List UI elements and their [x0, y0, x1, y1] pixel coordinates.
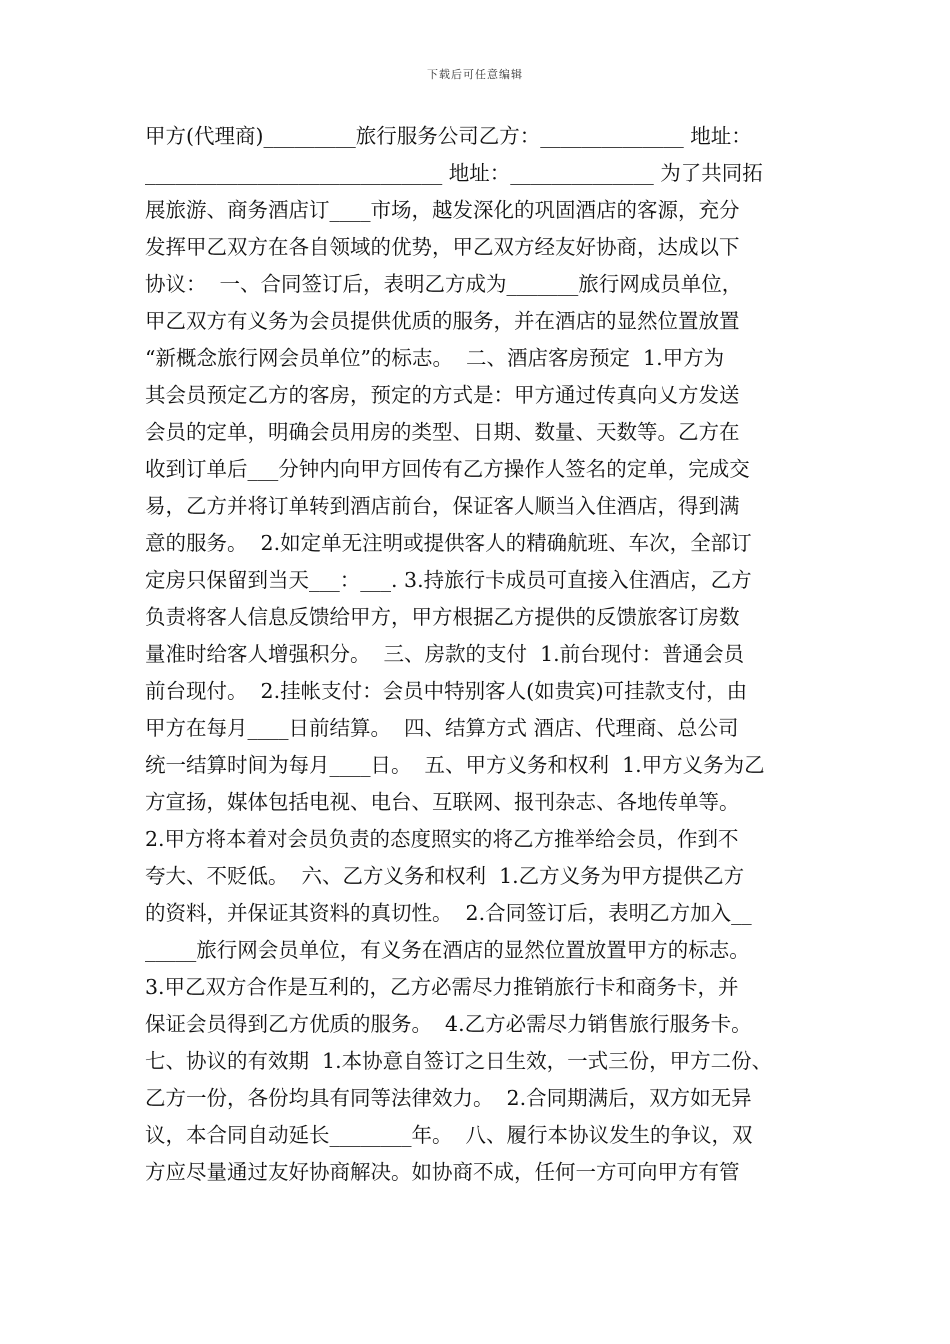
- text-line: _____旅行网会员单位，有义务在酒店的显然位置放置甲方的标志。: [145, 938, 750, 962]
- text-line: 负责将客人信息反馈给甲方，甲方根据乙方提供的反馈旅客订房数: [145, 605, 740, 629]
- text-line: 甲方(代理商)_________旅行服务公司乙方：______________ 地址：: [145, 124, 752, 148]
- text-line: 七、协议的有效期 1.本协意自签订之日生效，一式三份，甲方二份、: [145, 1049, 773, 1073]
- text-line: 方应尽量通过友好协商解决。如协商不成，任何一方可向甲方有管: [145, 1160, 740, 1184]
- text-line: 展旅游、商务酒店订____市场，越发深化的巩固酒店的客源，充分: [145, 198, 740, 222]
- text-line: 发挥甲乙双方在各自领域的优势，甲乙双方经友好协商，达成以下: [145, 235, 740, 259]
- text-line: 3.甲乙双方合作是互利的，乙方必需尽力推销旅行卡和商务卡，并: [145, 975, 739, 999]
- text-line: 议，本合同自动延长________年。 八、履行本协议发生的争议，双: [145, 1123, 753, 1147]
- text-line: 定房只保留到当天___：___. 3.持旅行卡成员可直接入住酒店，乙方: [145, 568, 752, 592]
- text-line: 方宣扬，媒体包括电视、电台、互联网、报刊杂志、各地传单等。: [145, 790, 740, 814]
- contract-body: [145, 118, 807, 1191]
- text-line: 意的服务。 2.如定单无注明或提供客人的精确航班、车次，全部订: [145, 531, 752, 555]
- text-line: 其会员预定乙方的客房，预定的方式是：甲方通过传真向乂方发送: [145, 383, 740, 407]
- text-line: 甲方在每月____日前结算。 四、结算方式 酒店、代理商、总公司: [145, 716, 739, 740]
- text-line: 收到订单后___分钟内向甲方回传有乙方操作人签名的定单，完成交: [145, 457, 750, 481]
- text-line: 夸大、不贬低。 六、乙方义务和权利 1.乙方义务为甲方提供乙方: [145, 864, 745, 888]
- text-line: 2.甲方将本着对会员负责的态度照实的将乙方推举给会员，作到不: [145, 827, 739, 851]
- text-line: 的资料，并保证其资料的真切性。 2.合同签订后，表明乙方加入__: [145, 901, 752, 925]
- text-line: 会员的定单，明确会员用房的类型、日期、数量、天数等。乙方在: [145, 420, 740, 444]
- text-line: 前台现付。 2.挂帐支付：会员中特别客人(如贵宾)可挂款支付，由: [145, 679, 748, 703]
- text-line: 保证会员得到乙方优质的服务。 4.乙方必需尽力销售旅行服务卡。: [145, 1012, 752, 1036]
- text-line: 甲乙双方有义务为会员提供优质的服务，并在酒店的显然位置放置: [145, 309, 740, 333]
- text-line: 乙方一份，各份均具有同等法律效力。 2.合同期满后，双方如无异: [145, 1086, 752, 1110]
- text-line: 量准时给客人增强积分。 三、房款的支付 1.前台现付：普通会员: [145, 642, 745, 666]
- header-note: 下载后可任意编辑: [427, 68, 523, 81]
- text-line: 统一结算时间为每月____日。 五、甲方义务和权利 1.甲方义务为乙: [145, 753, 765, 777]
- text-line: _____________________________ 地址：______________ 为了共同拓: [145, 161, 763, 185]
- text-line: “新概念旅行网会员单位”的标志。 二、酒店客房预定 1.甲方为: [145, 346, 725, 370]
- text-line: 易，乙方并将订单转到酒店前台，保证客人顺当入住酒店，得到满: [145, 494, 740, 518]
- text-line: 协议： 一、合同签订后，表明乙方成为_______旅行网成员单位，: [145, 272, 743, 296]
